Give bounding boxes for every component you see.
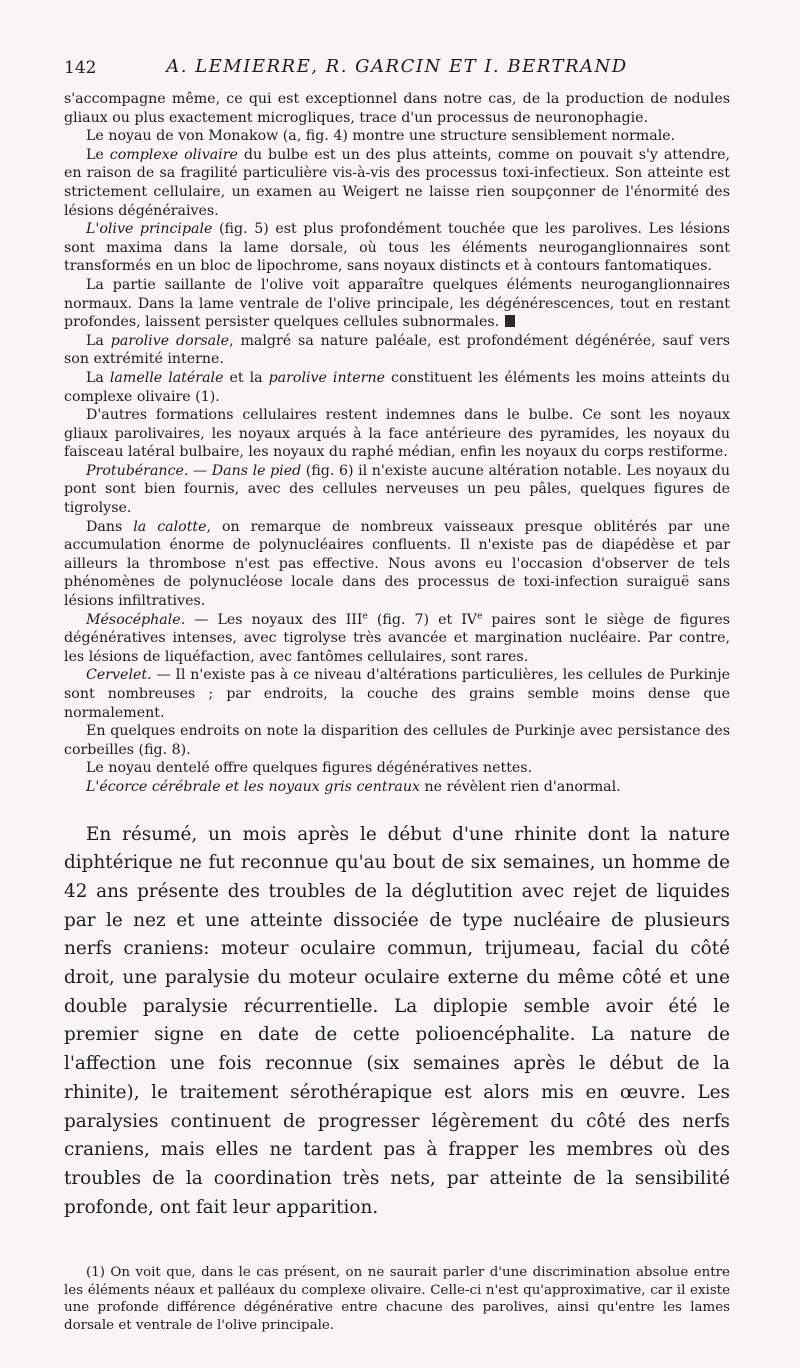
text: La partie saillante de l'olive voit apparaître quelques éléments neuroganglionnaires normaux. Dans la lame ventrale de l'olive principale, les dégénérescences, tout en restant profondes, laissent persister quelques cellules subnormales. <box>64 276 730 331</box>
paragraph <box>64 778 730 797</box>
running-title: A. LEMIERRE, R. GARCIN ET I. BERTRAND <box>166 56 628 77</box>
printer-mark-icon <box>505 315 515 327</box>
text: (fig. 6) il n'existe aucune altération notable. Les noyaux du pont sont bien fournis, avec des cellules nerveuses un peu pâles, quelques figures de tigrolyse. <box>64 462 730 517</box>
page-number: 142 <box>64 58 97 78</box>
text: — Les noyaux des III <box>185 611 363 628</box>
superscript: e <box>477 610 483 621</box>
paragraph <box>64 276 730 332</box>
footnote: (1) On voit que, dans le cas présent, on ne saurait parler d'une discrimination absolue entre les éléments néaux et palléaux du complexe olivaire. Celle-ci n'est qu'approximative, car il existe une profonde différence dégénérative entre chacune des parolives, ainsi qu'entre les lames dorsale et ventrale de l'olive principale. <box>64 1265 730 1333</box>
text: (fig. 5) est plus profondément touchée que les parolives. Les lésions sont maxima dans la lame dorsale, où tous les éléments neuroganglionnaires sont transformés en un bloc de lipochrome, sans noyaux distincts et à contours fantomatiques. <box>64 221 730 275</box>
emphasis: Cervelet. <box>86 667 152 684</box>
text: (fig. 7) et IV <box>367 611 478 628</box>
emphasis: complexe olivaire <box>109 146 238 163</box>
text: du bulbe est un des plus atteints, comme on pouvait s'y attendre, en raison de sa fragilité particulière vis-à-vis des processus toxi-infectieux. Son atteinte est strictement cellulaire, un examen au Weigert ne laisse rien soupçonner de l'énormité des lésions dégénéraives. <box>64 146 731 219</box>
text: Le <box>86 146 110 163</box>
emphasis: L'écorce cérébrale et les noyaux gris centraux <box>86 778 421 795</box>
paragraph: Le noyau dentelé offre quelques figures dégénératives nettes. <box>86 760 533 777</box>
emphasis: parolive dorsale <box>110 332 230 349</box>
summary-section <box>64 821 730 1223</box>
emphasis: Mésocéphale. <box>86 611 186 628</box>
paragraph <box>64 146 730 220</box>
paragraph <box>64 332 730 369</box>
emphasis: Protubérance. — Dans le pied <box>86 462 302 479</box>
paragraph: En quelques endroits on note la disparition des cellules de Purkinje avec persistance des corbeilles (fig. 8). <box>64 723 730 758</box>
emphasis: lamelle latérale <box>109 369 224 386</box>
emphasis: la calotte <box>133 518 207 535</box>
emphasis: L'olive principale <box>86 221 213 238</box>
text: Dans <box>86 518 134 535</box>
text: , on remarque de nombreux vaisseaux presque oblitérés par une accumulation énorme de polynucléaires confluents. Il n'existe pas de diapédèse et par ailleurs la thrombose n'est pas effective. Nous avons eu l'occasion d'observer de tels phénomènes de polynucléose locale dans des processus de toxi-infection suraiguë sans lésions infiltratives. <box>64 518 730 610</box>
text: ne révèlent rien d'anormal. <box>420 778 621 795</box>
paragraph <box>64 369 730 406</box>
text: — Il n'existe pas à ce niveau d'altérations particulières, les cellules de Purkinje sont nombreuses ; par endroits, la couche des grains semble moins dense que normalement. <box>64 667 730 721</box>
text: , malgré sa nature paléale, est profondément dégénérée, sauf vers son extrémité interne. <box>64 332 730 368</box>
paragraph <box>64 666 730 722</box>
summary-paragraph: En résumé, un mois après le début d'une rhinite dont la nature diphtérique ne fut reconnue qu'au bout de six semaines, un homme de 42 ans présente des troubles de la déglutition avec rejet de liquides par le nez et une atteinte dissociée de type nucléaire de plusieurs nerfs craniens: moteur oculaire commun, trijumeau, facial du côté droit, une paralysie du moteur oculaire externe du même côté et une double paralysie récurrentielle. La diplopie semble avoir été le premier signe en date de cette polioencéphalite. La nature de l'affection une fois reconnue (six semaines après le début de la rhinite), le traitement sérothérapique est alors mis en œuvre. Les paralysies continuent de progresser légèrement du côté des nerfs craniens, mais elles ne tardent pas à frapper les membres où des troubles de la coordination très nets, par atteinte de la sensibilité profonde, ont fait leur apparition. <box>64 823 730 1218</box>
paragraph <box>64 518 730 611</box>
footnote-section <box>64 1264 730 1334</box>
text: et la <box>223 369 269 386</box>
paragraph <box>64 462 730 518</box>
page-header <box>64 52 730 86</box>
text: constituent les éléments les moins atteints du complexe olivaire (1). <box>64 369 731 405</box>
paragraph: Le noyau de von Monakow (a, fig. 4) montre une structure sensiblement normale. <box>86 128 676 145</box>
paragraph: s'accompagne même, ce qui est exceptionnel dans notre cas, de la production de nodules gliaux ou plus exactement microgliques, trace d'un processus de neuronophagie. <box>64 91 730 126</box>
superscript: e <box>362 610 368 621</box>
body-text <box>64 90 730 797</box>
paragraph <box>64 220 730 276</box>
text: La <box>86 369 110 386</box>
text: La <box>86 332 111 349</box>
text: paires sont le siège de figures dégénératives intenses, avec tigrolyse très avancée et margination nucléaire. Par contre, les lésions de liquéfaction, avec fantômes cellulaires, sont rares. <box>64 611 730 665</box>
paragraph <box>64 611 730 667</box>
emphasis: parolive interne <box>268 369 386 386</box>
paragraph: D'autres formations cellulaires restent indemnes dans le bulbe. Ce sont les noyaux gliaux parolivaires, les noyaux arqués à la face antérieure des pyramides, les noyaux du faisceau latéral bulbaire, les noyaux du raphé médian, enfin les noyaux du corps restiforme. <box>64 407 730 461</box>
